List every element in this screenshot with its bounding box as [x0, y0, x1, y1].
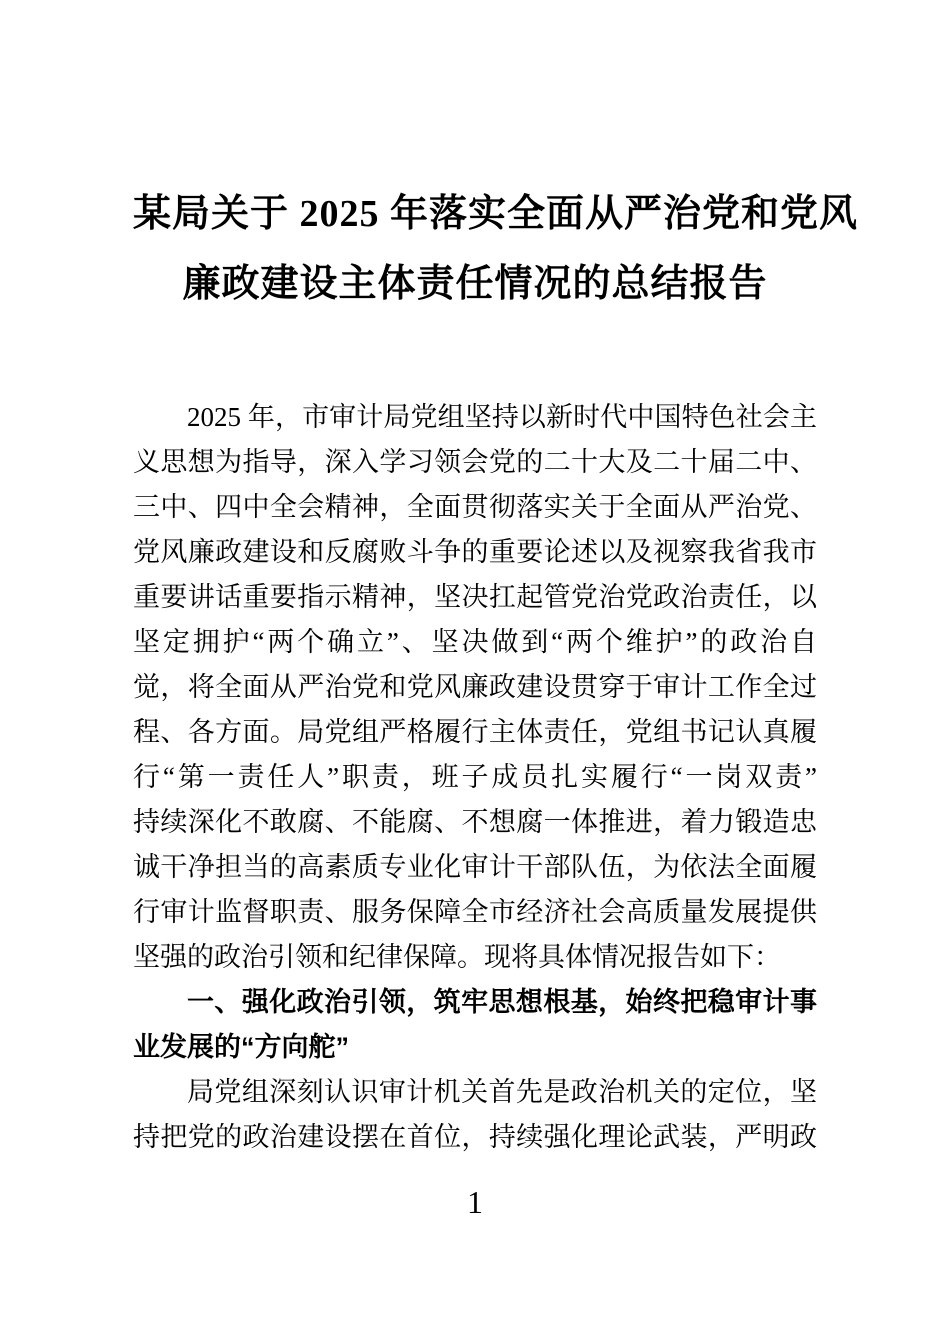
body-line: 局党组深刻认识审计机关首先是政治机关的定位，坚 — [187, 1077, 817, 1107]
body-line: 行“第一责任人”职责，班子成员扎实履行“一岗双责” — [133, 762, 817, 792]
body-line: 重要讲话重要指示精神，坚决扛起管党治党政治责任，以 — [133, 582, 817, 612]
body-line: 2025 年，市审计局党组坚持以新时代中国特色社会主 — [187, 402, 817, 432]
heading-line: 一、强化政治引领，筑牢思想根基，始终把稳审计事 — [187, 987, 817, 1017]
body-line: 程、各方面。局党组严格履行主体责任，党组书记认真履 — [133, 717, 817, 747]
body-line: 觉，将全面从严治党和党风廉政建设贯穿于审计工作全过 — [133, 672, 817, 702]
body-line: 党风廉政建设和反腐败斗争的重要论述以及视察我省我市 — [133, 537, 817, 567]
body-line: 诚干净担当的高素质专业化审计干部队伍，为依法全面履 — [133, 852, 817, 882]
section-heading-1 — [133, 980, 817, 1070]
document-content — [0, 179, 950, 1225]
paragraph-intro — [133, 395, 817, 980]
document-body — [133, 395, 817, 1160]
body-line: 义思想为指导，深入学习领会党的二十大及二十届二中、 — [133, 447, 817, 477]
body-line: 持把党的政治建设摆在首位，持续强化理论武装，严明政 — [133, 1122, 817, 1152]
body-line: 行审计监督职责、服务保障全市经济社会高质量发展提供 — [133, 897, 817, 927]
body-line: 持续深化不敢腐、不能腐、不想腐一体推进，着力锻造忠 — [133, 807, 817, 837]
body-line: 坚定拥护“两个确立”、坚决做到“两个维护”的政治自 — [133, 627, 817, 657]
body-line: 三中、四中全会精神，全面贯彻落实关于全面从严治党、 — [133, 492, 817, 522]
heading-line: 业发展的“方向舵” — [133, 1032, 349, 1062]
body-line: 坚强的政治引领和纪律保障。现将具体情况报告如下： — [133, 942, 781, 972]
paragraph-section-1 — [133, 1070, 817, 1160]
page-number: 1 — [467, 1184, 483, 1220]
title-line-1: 某局关于 2025 年落实全面从严治党和党风 — [133, 193, 859, 235]
title-line-2: 廉政建设主体责任情况的总结报告 — [182, 263, 768, 305]
document-title — [133, 179, 859, 319]
